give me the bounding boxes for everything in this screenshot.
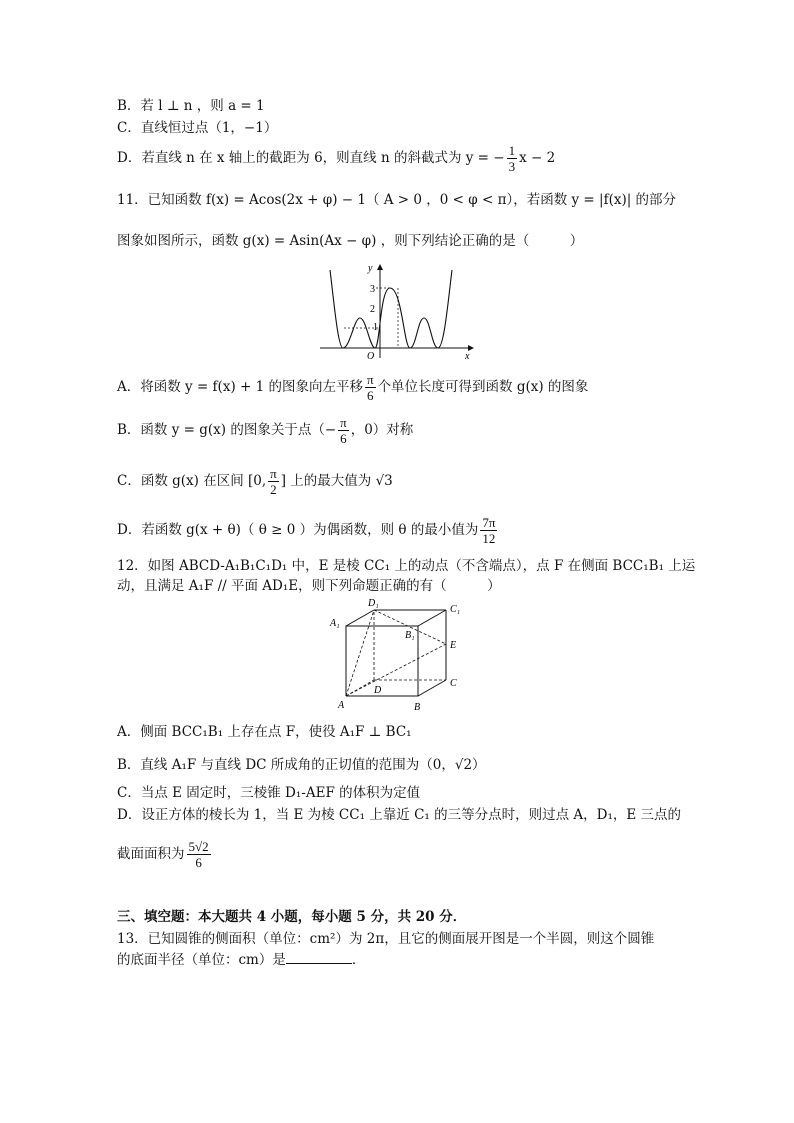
q11-stem-line2: 图象如图所示，函数 g(x) = Asin(Ax − φ) ，则下列结论正确的是（ ） (117, 233, 584, 249)
q13-line1: 13．已知圆锥的侧面积（单位：cm²）为 2π，且它的侧面展开图是一个半圆，则这个圆锥 (117, 931, 655, 947)
fraction-numerator: π (366, 372, 374, 387)
q12-option-c: C．当点 E 固定时，三棱锥 D₁-AEF 的体积为定值 (117, 785, 421, 801)
q10-option-d-text: D．若直线 n 在 x 轴上的截距为 6，则直线 n 的斜截式为 y = − (117, 150, 505, 166)
cube-label-c1: C₁ (450, 604, 461, 615)
q11-stem-line1: 11．已知函数 f(x) = Acos(2x + φ) − 1（ A > 0 ，0 < φ < π），若函数 y = |f(x)| 的部分 (117, 192, 677, 208)
q11-option-a (117, 372, 588, 403)
cube-label-a: A (338, 700, 345, 711)
fraction-denominator: 3 (508, 159, 516, 174)
q12-option-d-fraction (187, 839, 211, 870)
q12-stem-line2: 动，且满足 A₁F // 平面 AD₁E，则下列命题正确的有（ ） (117, 578, 501, 594)
q11-option-c-tail: ] 上的最大值为 √3 (280, 473, 393, 489)
fraction-denominator: 2 (270, 482, 277, 497)
fraction-denominator: 6 (195, 855, 202, 870)
q12-option-a: A．侧面 BCC₁B₁ 上存在点 F，使役 A₁F ⊥ BC₁ (117, 724, 412, 740)
fraction-denominator: 6 (340, 431, 347, 446)
graph-origin-label: O (367, 351, 375, 362)
cube-line-a-d1 (346, 610, 374, 696)
cube-edge-b-c (418, 680, 446, 696)
q11-option-a-fraction (365, 372, 376, 403)
graph-tick-3: 3 (370, 284, 375, 295)
q11-option-d-text: D．若函数 g(x + θ)（ θ ≥ 0 ）为偶函数，则 θ 的最小值为 (117, 522, 479, 538)
q11-option-a-tail: 个单位长度可得到函数 g(x) 的图象 (377, 379, 589, 395)
graph-y-arrow (377, 264, 383, 270)
answer-blank[interactable] (286, 951, 352, 964)
q11-option-b (117, 415, 413, 446)
graph-tick-2: 2 (370, 304, 375, 315)
q12-option-d-text: 截面面积为 (117, 846, 185, 862)
q11-option-b-fraction (338, 415, 349, 446)
q10-option-d (117, 143, 555, 174)
q12-option-d-line1: D．设正方体的棱长为 1，当 E 为棱 CC₁ 上靠近 C₁ 的三等分点时，则过点 A，D₁，E 三点的 (117, 807, 682, 823)
q12-option-b: B．直线 A₁F 与直线 DC 所成角的正切值的范围为（0，√2） (117, 757, 486, 773)
q11-option-b-text: B．函数 y = g(x) 的图象关于点（− (117, 422, 337, 438)
cube-label-d: D (374, 685, 382, 696)
q10-option-c: C．直线恒过点（1，−1） (117, 120, 278, 136)
graph-y-label: y (368, 263, 373, 274)
fraction-denominator: 12 (482, 531, 496, 546)
q12-cube-figure (326, 596, 476, 720)
cube-edge-b1-c1 (418, 610, 446, 626)
q10-option-b: B．若 l ⊥ n ，则 a = 1 (117, 98, 265, 114)
cube-label-b1: B₁ (405, 630, 415, 641)
fraction-numerator: π (270, 466, 277, 481)
section3-heading: 三、填空题：本大题共 4 小题，每小题 5 分，共 20 分． (117, 909, 467, 925)
q11-function-graph (318, 262, 478, 362)
q11-option-d (117, 515, 499, 546)
fraction-numerator: π (340, 415, 347, 430)
q13-line2 (117, 951, 365, 969)
q11-option-d-fraction (480, 515, 497, 546)
cube-label-e: E (450, 640, 457, 651)
fraction-denominator: 6 (367, 388, 374, 403)
cube-label-c: C (450, 678, 457, 689)
q12-stem-line1: 12．如图 ABCD-A₁B₁C₁D₁ 中，E 是棱 CC₁ 上的动点（不含端点），点 F 在侧面 BCC₁B₁ 上运 (117, 558, 696, 574)
q11-option-c-text: C．函数 g(x) 在区间 [0, (117, 473, 267, 489)
fraction-numerator: 5√2 (188, 839, 209, 854)
graph-tick-1: 1 (373, 322, 378, 333)
graph-x-label: x (465, 351, 470, 362)
q11-option-c-fraction (268, 466, 279, 497)
q11-option-a-text: A．将函数 y = f(x) + 1 的图象向左平移 (117, 379, 363, 395)
cube-label-b: B (414, 702, 421, 713)
fraction-numerator: 1 (508, 143, 516, 158)
cube-label-d1: D₁ (368, 598, 379, 609)
q13-line2-text: 的底面半径（单位：cm）是 (117, 952, 286, 968)
cube-hidden-a-d (346, 680, 374, 696)
q11-option-c (117, 466, 393, 497)
graph-curve (330, 270, 452, 348)
q10-option-d-fraction (507, 143, 518, 174)
cube-label-a1: A₁ (330, 618, 340, 629)
q12-option-d-line2 (117, 839, 213, 870)
q11-option-b-tail: ，0）对称 (350, 422, 414, 438)
fraction-numerator: 7π (482, 515, 496, 530)
q10-option-d-tail: x − 2 (519, 150, 556, 166)
q13-line2-tail: ． (351, 952, 366, 968)
